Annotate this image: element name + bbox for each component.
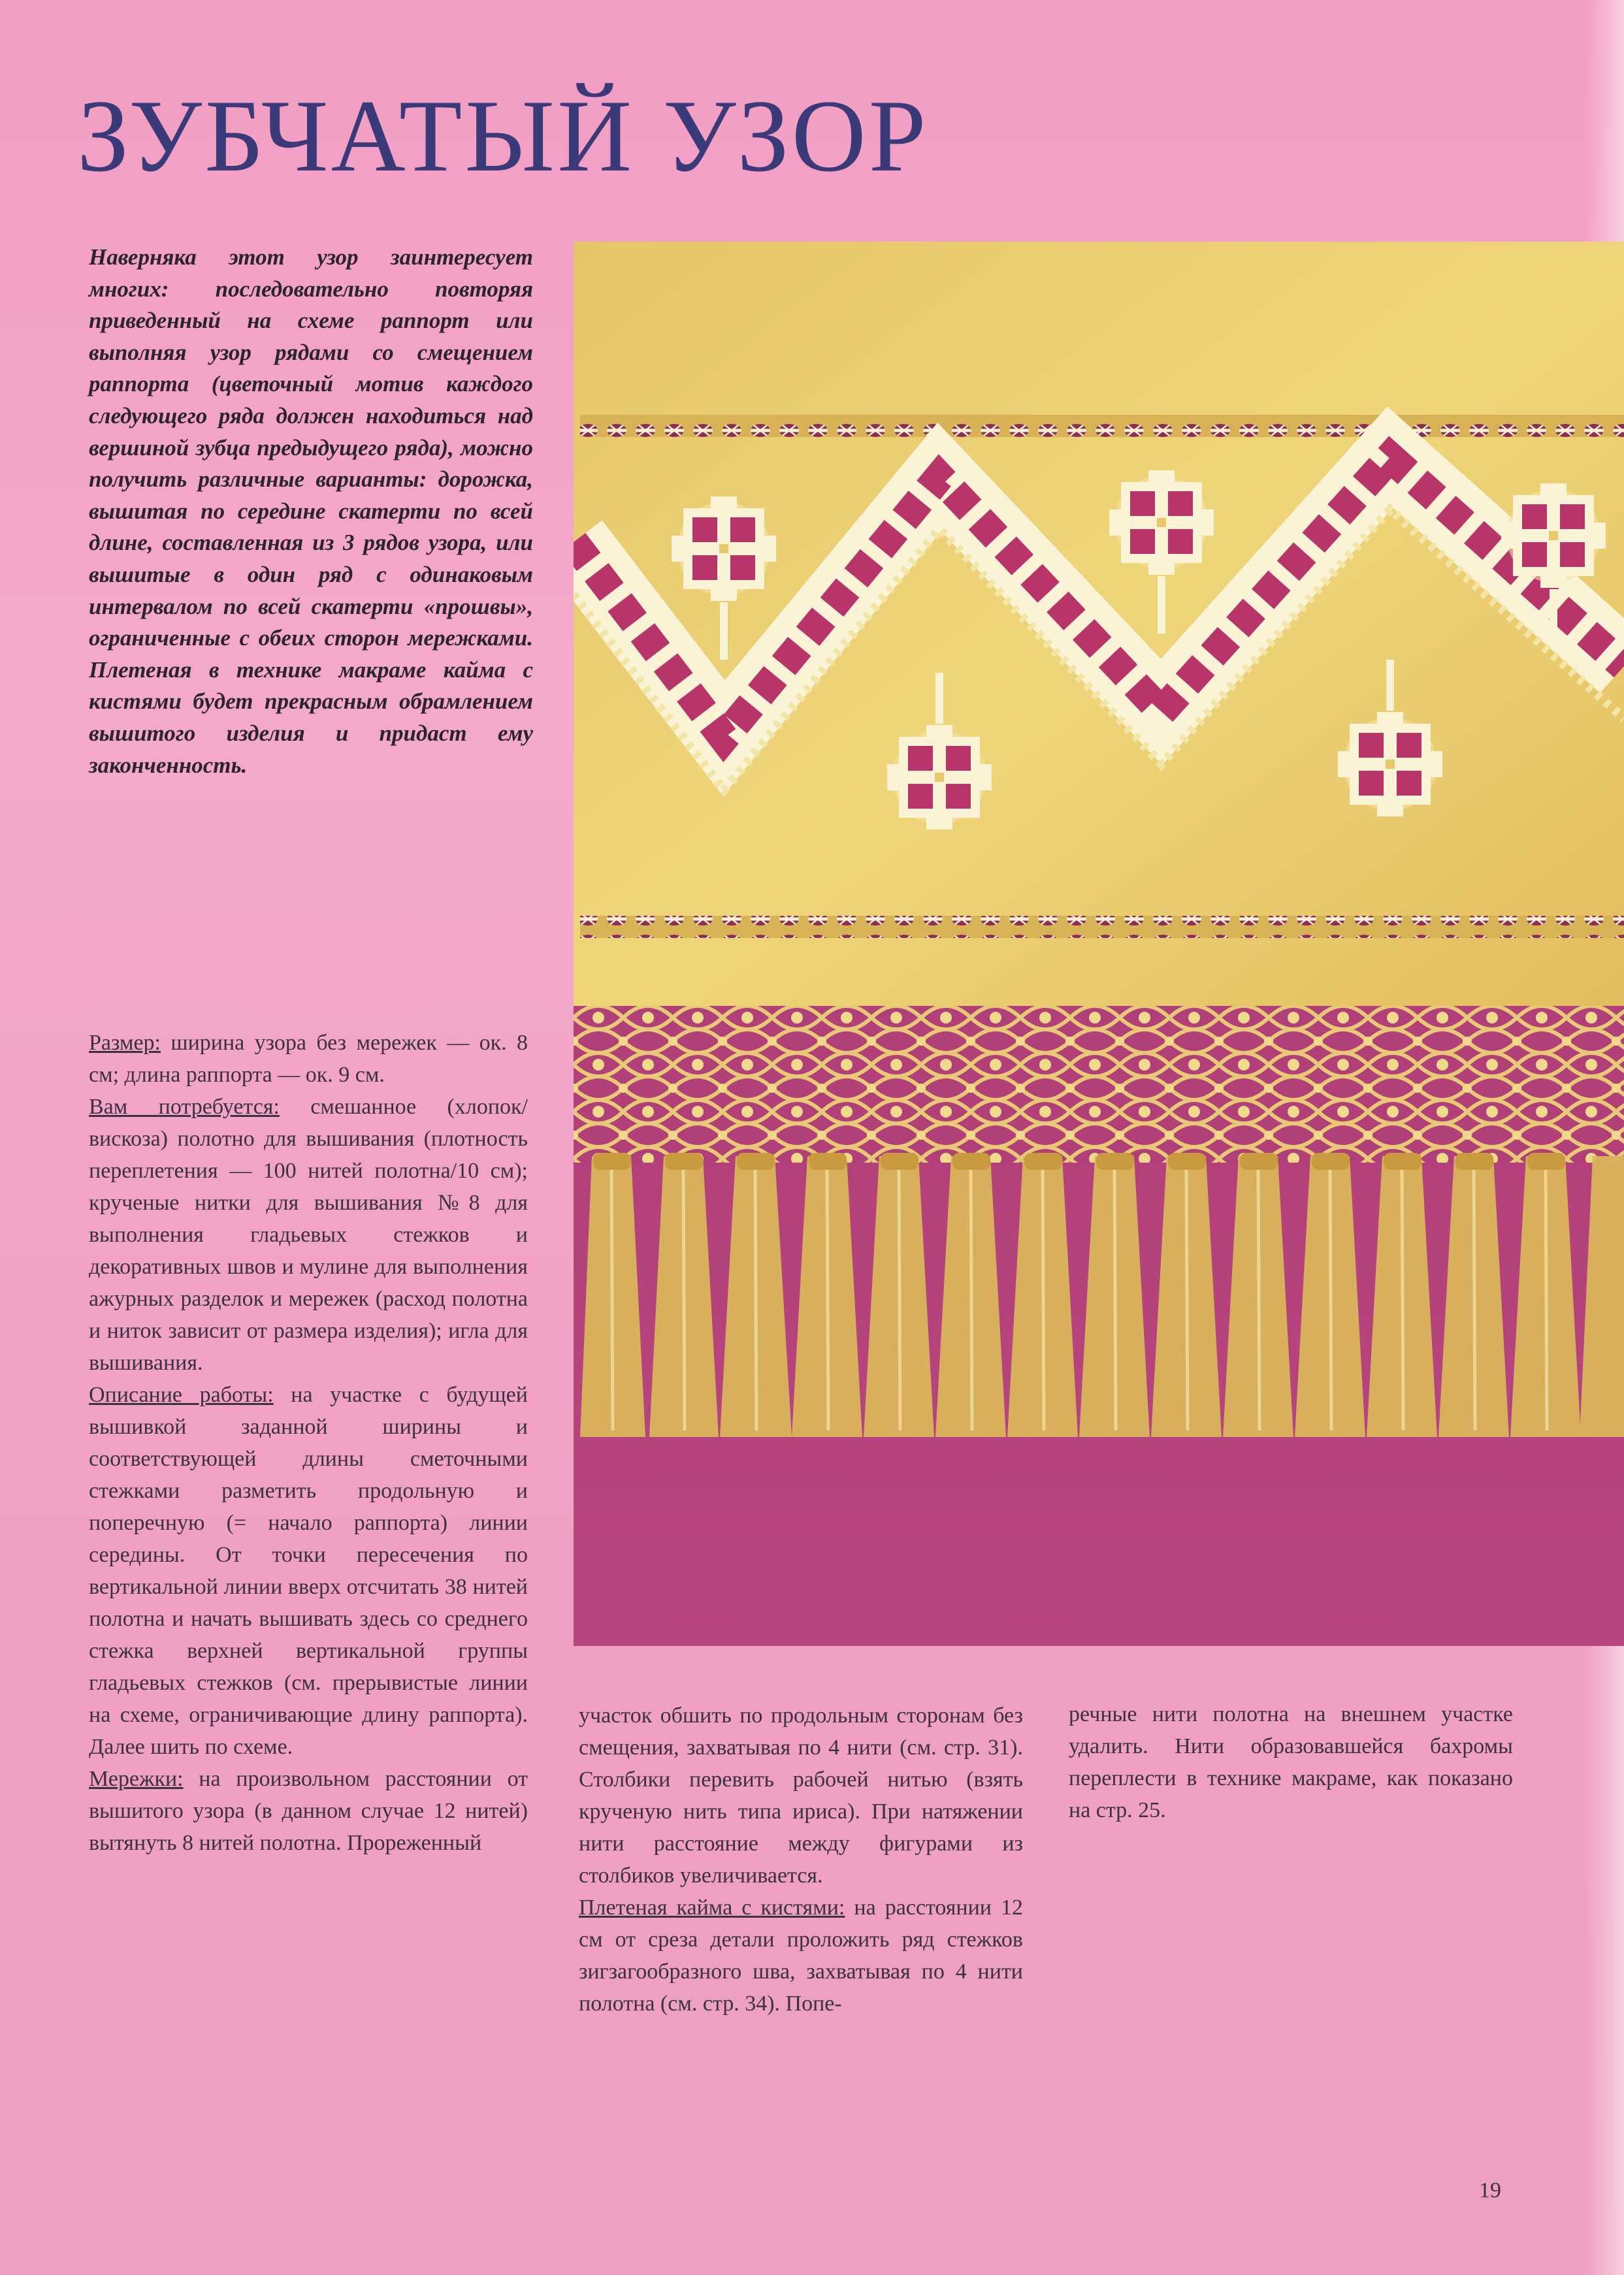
text-column-3 bbox=[1069, 1698, 1513, 1826]
fringe-text-start: на расстоянии 12 см от среза детали проложить ряд стежков зигзагообразного шва, захватывая по 4 нити полотна (см. стр. 34). Попе- bbox=[579, 1896, 1023, 2016]
fringe-label: Плетеная кайма с кистями: bbox=[579, 1896, 845, 1920]
embroidery-photo bbox=[574, 242, 1624, 1646]
description-label: Описание работы: bbox=[89, 1383, 274, 1407]
text-column-2 bbox=[579, 1700, 1023, 2020]
fringe-paragraph bbox=[579, 1892, 1023, 2020]
materials-label: Вам потребуется: bbox=[89, 1095, 280, 1119]
materials-text: смешанное (хлопок/вискоза) полотно для вышивания (плотность переплетения — 100 нитей полотна/10 см); крученые нитки для вышивания №8 для выполнения гладьевых стежков и декоративных швов и мулине для выполнения ажурных разделок и мережек (расход полотна и ниток зависит от размера изделия); игла для вышивания. bbox=[89, 1095, 528, 1375]
text-column-1 bbox=[89, 1027, 528, 1859]
description-text: на участке с будущей вышивкой заданной ширины и соответствующей длины сметочными стежками разметить продольную и поперечную (= начало раппорта) линии середины. От точки пересечения по вертикальной линии вверх отсчитать 38 нитей полотна и начать вышивать здесь со среднего стежка верхней вертикальной группы гладьевых стежков (см. прерывистые линии на схеме, ограничивающие длину раппорта). Далее шить по схеме. bbox=[89, 1383, 528, 1759]
intro-paragraph: Наверняка этот узор заинтересует многих: последовательно повторяя приведенный на схеме раппорт или выполняя узор рядами со смещением раппорта (цветочный мотив каждого следующего ряда должен находиться над вершиной зубца предыдущего ряда), можно получить различные варианты: дорожка, вышитая по середине скатерти по всей длине, составленная из 3 рядов узора, или вышитые в один ряд с одинаковым интервалом по всей скатерти «прошвы», ограниченные с обеих сторон мережками. Плетеная в технике макраме кайма с кистями будет прекрасным обрамлением вышитого изделия и придаст ему законченность. bbox=[89, 244, 533, 778]
size-label: Размер: bbox=[89, 1031, 161, 1055]
hemstitch-continued: участок обшить по продольным сторонам без смещения, захватывая по 4 нити (см. стр. 31). Столбики перевить рабочей нитью (взять крученую нить типа ириса). При натяжении нити расстояние между фигурами из столбиков увеличивается. bbox=[579, 1703, 1023, 1888]
page-title: ЗУБЧАТЫЙ УЗОР bbox=[77, 79, 929, 193]
hemstitch-text-start: на произвольном расстоянии от вышитого узора (в данном случае 12 нитей) вытянуть 8 нитей полотна. Прореженный bbox=[89, 1767, 528, 1855]
fringe-continued: речные нити полотна на внешнем участке удалить. Нити образовавшейся бахромы переплести в технике макраме, как показано на стр. 25. bbox=[1069, 1702, 1513, 1822]
size-text: ширина узора без мережек — ок. 8 см; длина раппорта — ок. 9 см. bbox=[89, 1031, 528, 1087]
hemstitch-paragraph bbox=[89, 1763, 528, 1859]
hemstitch-label: Мережки: bbox=[89, 1767, 184, 1791]
description-paragraph bbox=[89, 1379, 528, 1763]
page-number: 19 bbox=[1479, 2178, 1501, 2202]
materials-paragraph bbox=[89, 1091, 528, 1379]
size-paragraph bbox=[89, 1027, 528, 1091]
